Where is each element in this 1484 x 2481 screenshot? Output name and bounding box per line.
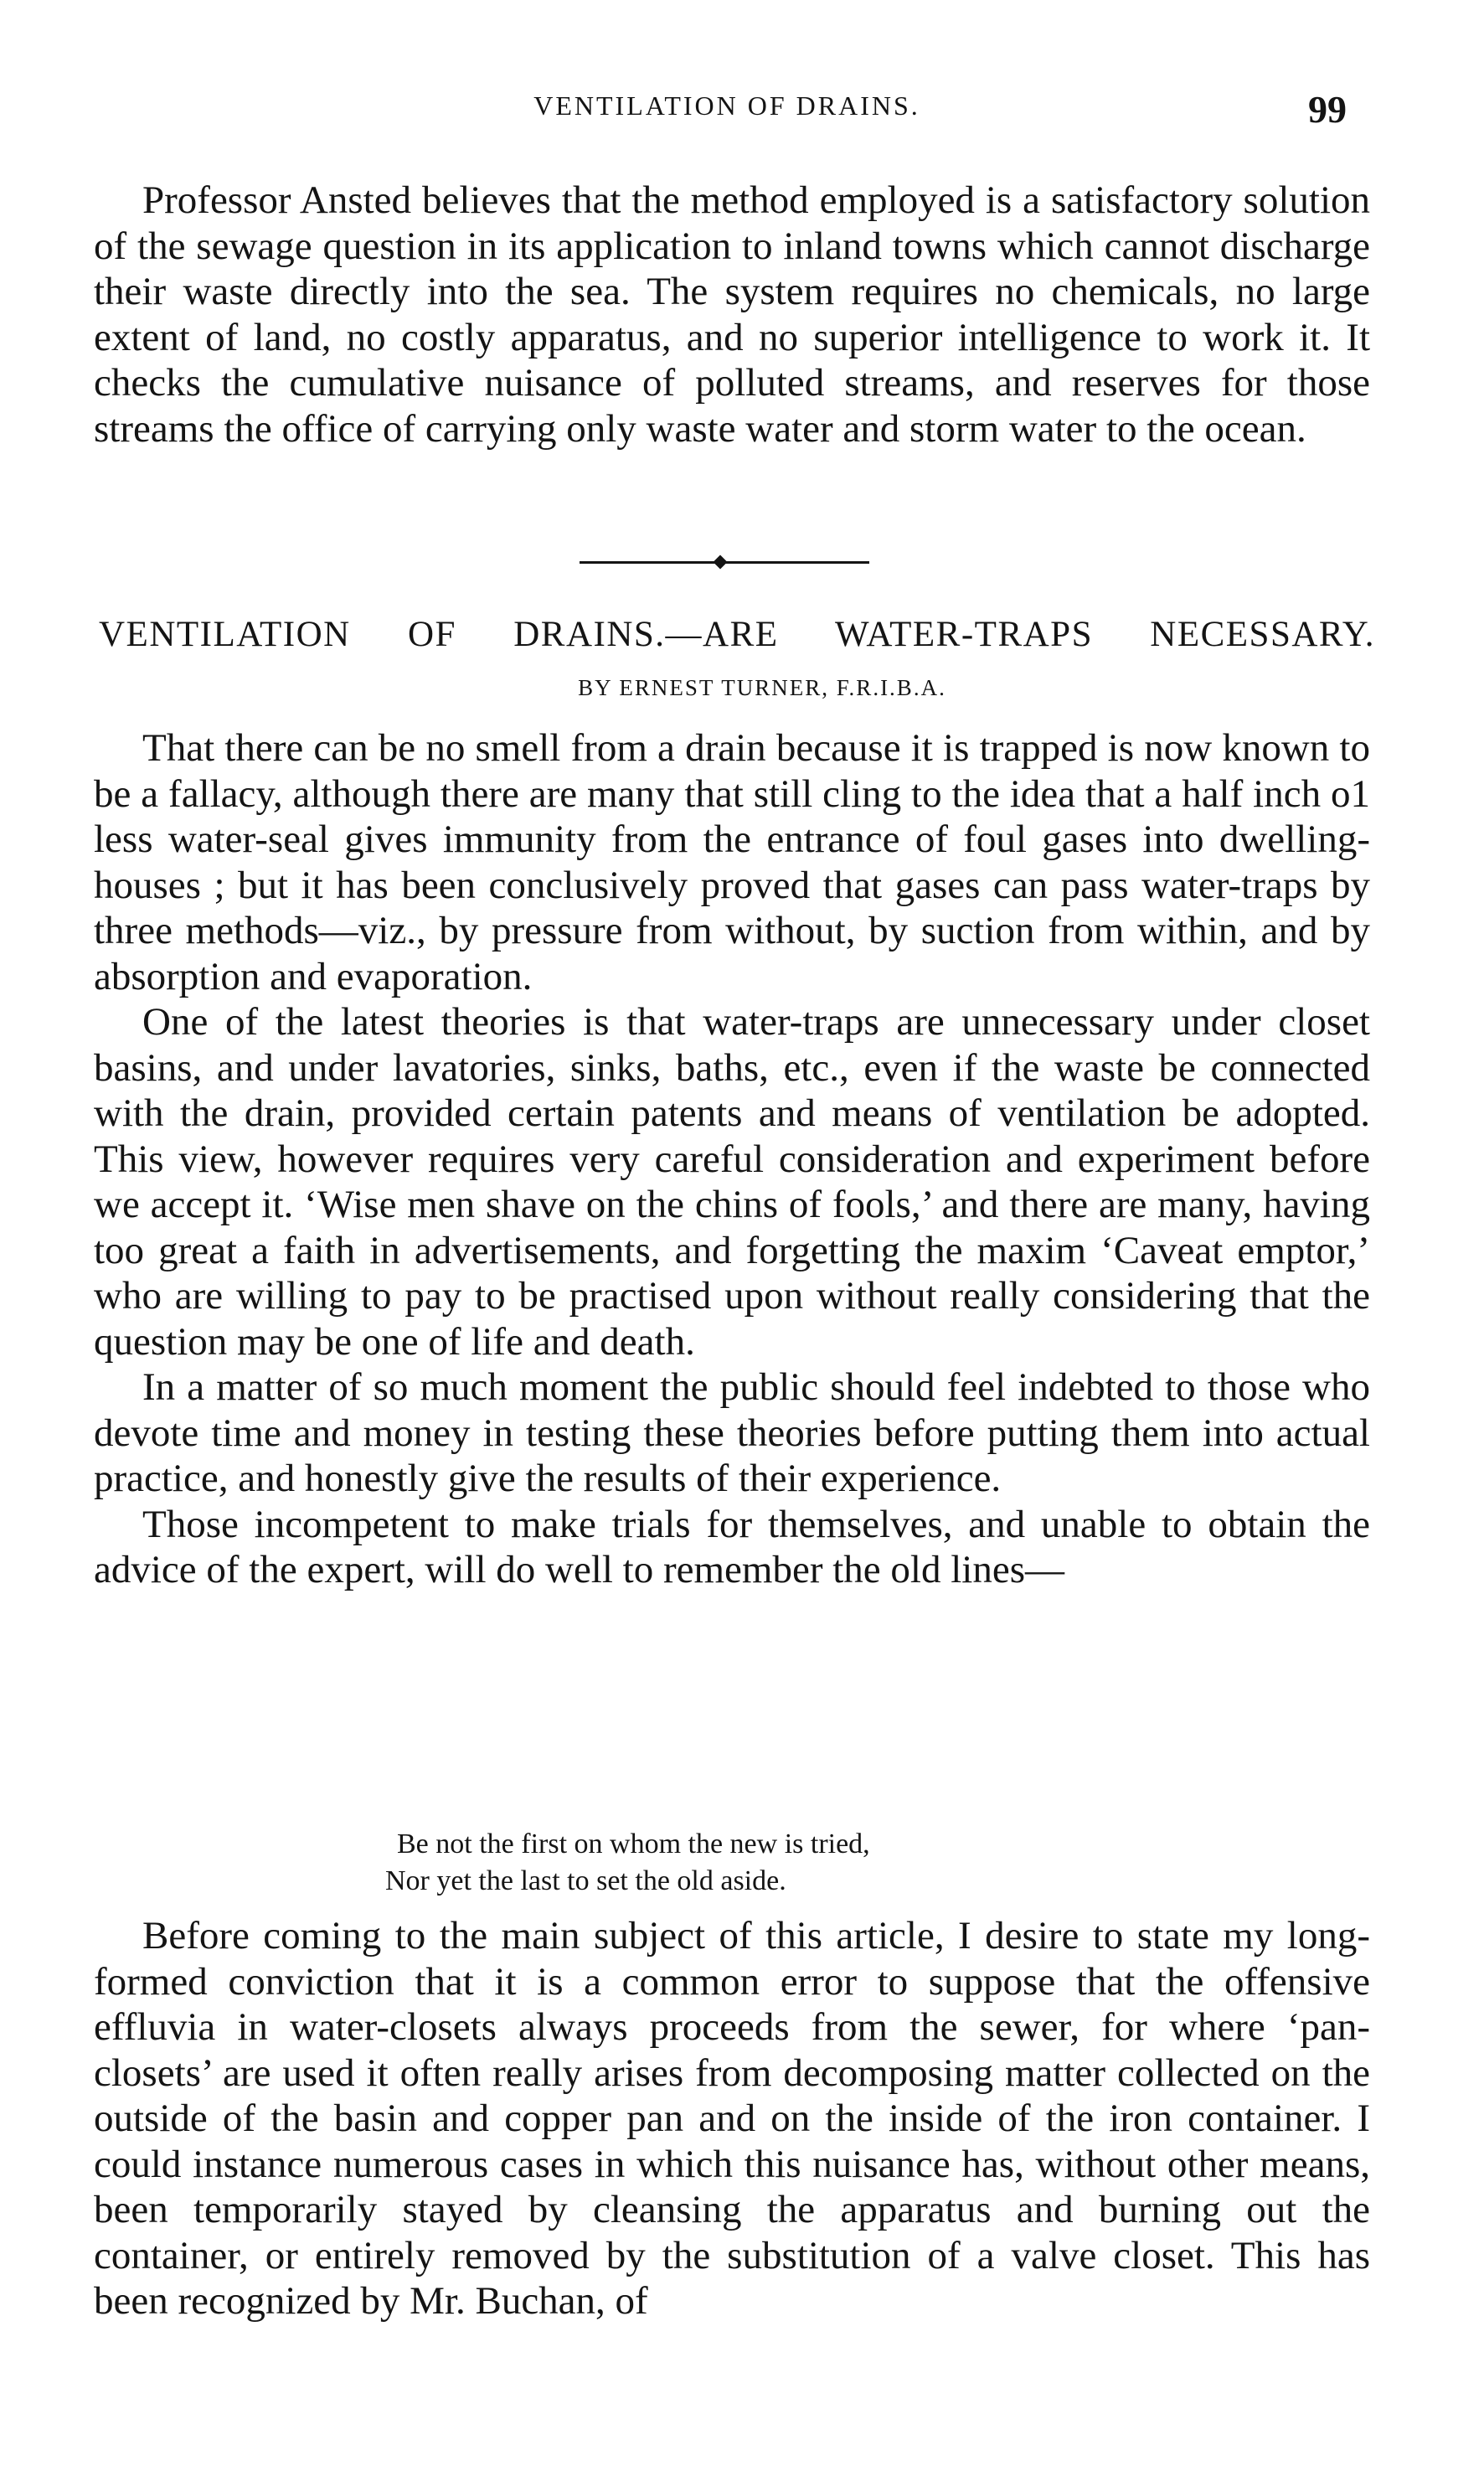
closing-paragraph: Before coming to the main subject of this article, I desire to state my long-formed conviction that it is a common error to suppose that the offensive effluvia in water-closets always proceeds from the sewer, for where ‘pan-closets’ are used it often really arises from decomposing matter collected on the outside of the basin and copper pan and on the inside of the iron container. I could instance numerous cases in which this nuisance has, without other means, been temporarily stayed by cleansing the apparatus and burning out the container, or entirely removed by the substitution of a valve closet. This has been recognized by Mr. Buchan, of <box>94 1914 1370 2323</box>
verse-quotation <box>385 1826 870 1900</box>
body-paragraph: Those incompetent to make trials for themselves, and unable to obtain the advice of the expert, will do well to remember the old lines— <box>94 1502 1370 1591</box>
intro-paragraph: Professor Ansted believes that the method employed is a satisfactory solution of the sewage question in its application to inland towns which cannot discharge their waste directly into the sea. The system requires no chemicals, no large extent of land, no costly apparatus, and no superior intelligence to work it. It checks the cumulative nuisance of polluted streams, and reserves for those streams the office of carrying only waste water and storm water to the ocean. <box>94 178 1370 451</box>
article-byline: BY ERNEST TURNER, F.R.I.B.A. <box>578 675 946 700</box>
verse-line: Nor yet the last to set the old aside. <box>385 1865 786 1896</box>
verse-line: Be not the first on whom the new is tried, <box>397 1829 870 1859</box>
body-paragraph: One of the latest theories is that water-traps are unnecessary under closet basins, and under lavatories, sinks, baths, etc., even if the waste be connected with the drain, provided certain patents and means of ventilation be adopted. This view, however requires very careful consideration and experiment before we accept it. ‘Wise men shave on the chins of fools,’ and there are many, having too great a faith in advertisements, and forgetting the maxim ‘Caveat emptor,’ who are willing to pay to be practised upon without really considering that the question may be one of life and death. <box>94 1000 1370 1364</box>
body-paragraph: That there can be no smell from a drain because it is trapped is now known to be a fallacy, although there are many that still cling to the idea that a half inch o1 less water-seal gives immunity from the entrance of foul gases into dwelling-houses ; but it has been conclusively proved that gases can pass water-traps by three methods—viz., by pressure from without, by suction from within, and by absorption and evaporation. <box>94 726 1370 998</box>
article-title: VENTILATION OF DRAINS.—ARE WATER-TRAPS NECESSARY. <box>99 615 1375 654</box>
body-paragraph: In a matter of so much moment the public should feel indebted to those who devote time and money in testing these theories before putting them into actual practice, and honestly give the results of their experience. <box>94 1365 1370 1500</box>
section-divider <box>580 561 869 564</box>
page-number: 99 <box>1308 88 1347 131</box>
closing-paragraph-block <box>94 1913 1370 2324</box>
running-head: VENTILATION OF DRAINS. <box>533 90 920 121</box>
intro-paragraph-block <box>94 178 1370 451</box>
article-body <box>94 725 1370 1593</box>
